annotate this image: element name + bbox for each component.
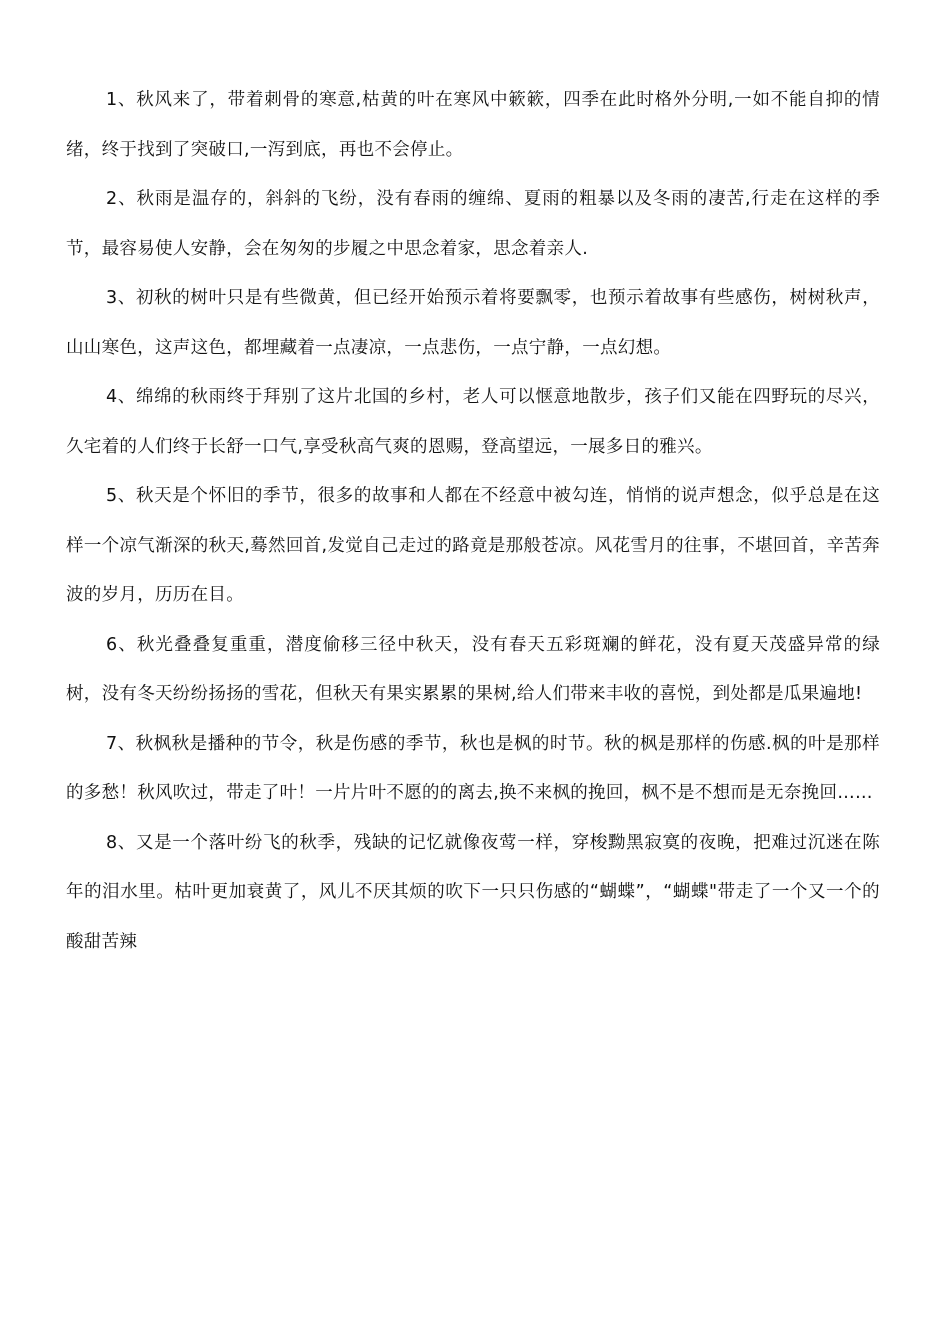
paragraph-8: 8、又是一个落叶纷飞的秋季，残缺的记忆就像夜莺一样，穿梭黝黑寂寞的夜晚，把难过沉迷在陈年的泪水里。枯叶更加衰黄了，风儿不厌其烦的吹下一只只伤感的“蝴蝶”，“蝴蝶"带走了一个又一个的酸甜苦辣 — [66, 832, 880, 952]
paragraph-4: 4、绵绵的秋雨终于拜别了这片北国的乡村，老人可以惬意地散步，孩子们又能在四野玩的尽兴，久宅着的人们终于长舒一口气,享受秋高气爽的恩赐，登高望远，一展多日的雅兴。 — [66, 387, 880, 457]
paragraph-1: 1、秋风来了，带着刺骨的寒意,枯黄的叶在寒风中簌簌，四季在此时格外分明,一如不能自抑的情绪，终于找到了突破口,一泻到底，再也不会停止。 — [66, 90, 880, 160]
paragraph-2: 2、秋雨是温存的，斜斜的飞纷，没有春雨的缠绵、夏雨的粗暴以及冬雨的凄苦,行走在这样的季节，最容易使人安静，会在匆匆的步履之中思念着家，思念着亲人. — [66, 189, 880, 259]
paragraph-5: 5、秋天是个怀旧的季节，很多的故事和人都在不经意中被勾连，悄悄的说声想念，似乎总是在这样一个凉气渐深的秋天,蓦然回首,发觉自己走过的路竟是那般苍凉。风花雪月的往事，不堪回首，辛苦奔波的岁月，历历在目。 — [66, 486, 880, 605]
paragraph-3: 3、初秋的树叶只是有些微黄，但已经开始预示着将要飘零，也预示着故事有些感伤，树树秋声，山山寒色，这声这色，都埋藏着一点凄凉，一点悲伤，一点宁静，一点幻想。 — [66, 288, 880, 358]
document-body — [66, 76, 880, 967]
paragraph-6: 6、秋光叠叠复重重，潜度偷移三径中秋天，没有春天五彩斑斓的鲜花，没有夏天茂盛异常的绿树，没有冬天纷纷扬扬的雪花，但秋天有果实累累的果树,给人们带来丰收的喜悦，到处都是瓜果遍地! — [66, 634, 880, 704]
paragraph-7: 7、秋枫秋是播种的节令，秋是伤感的季节，秋也是枫的时节。秋的枫是那样的伤感.枫的叶是那样的多愁！秋风吹过，带走了叶！一片片叶不愿的的离去,换不来枫的挽回，枫不是不想而是无奈挽回…… — [66, 733, 880, 803]
